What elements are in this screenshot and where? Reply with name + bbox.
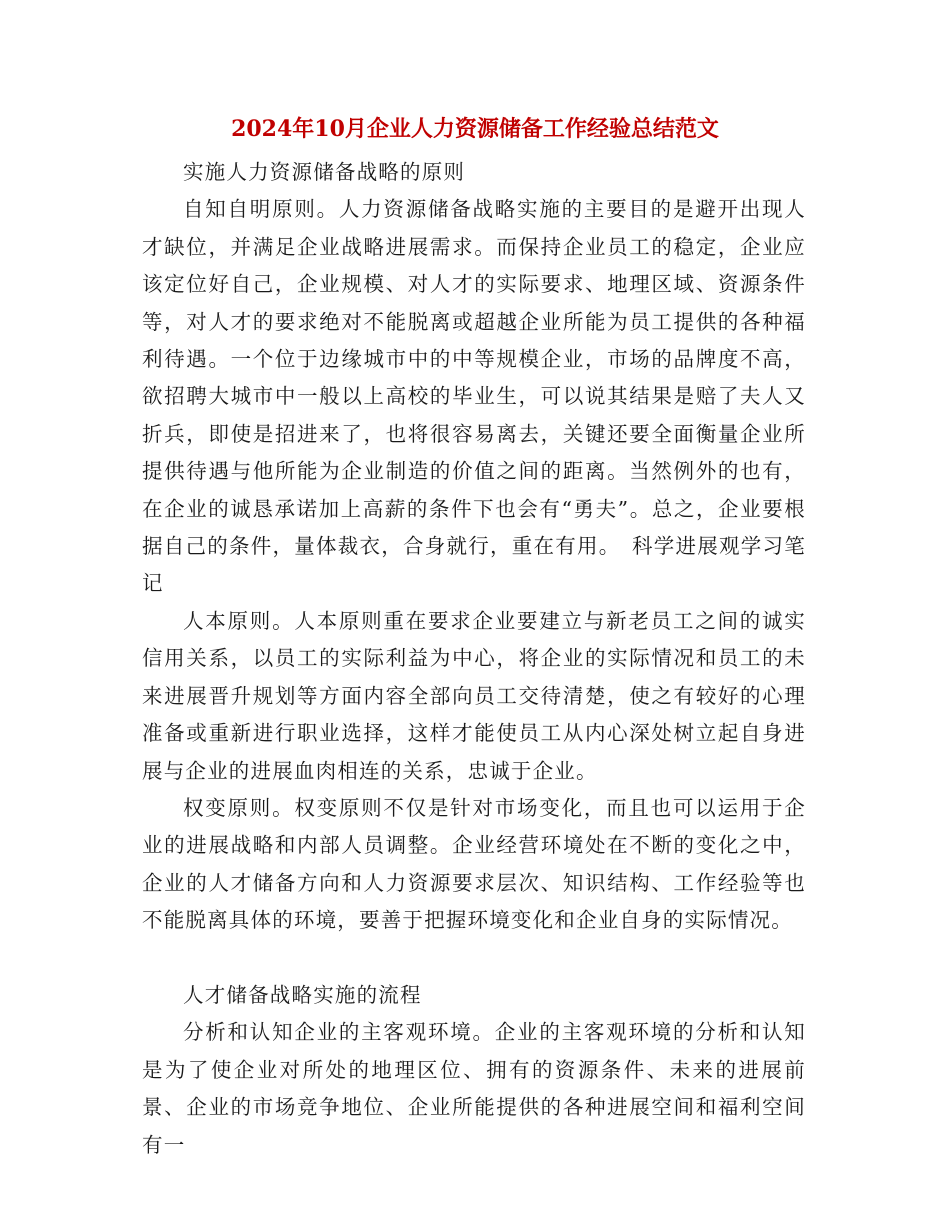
section-heading-process: 人才储备战略实施的流程 bbox=[183, 982, 422, 1007]
document-body bbox=[142, 154, 806, 1164]
paragraph-self-knowledge-principle: 自知自明原则。人力资源储备战略实施的主要目的是避开出现人才缺位，并满足企业战略进展需求。而保持企业员工的稳定，企业应该定位好自己，企业规模、对人才的实际要求、地理区域、资源条件等，对人才的要求绝对不能脱离或超越企业所能为员工提供的各种福利待遇。一个位于边缘城市中的中等规模企业，市场的品牌度不高，欲招聘大城市中一般以上高校的毕业生，可以说其结果是赔了夫人又折兵，即使是招进来了，也将很容易离去，关键还要全面衡量企业所提供待遇与他所能为企业制造的价值之间的距离。当然例外的也有，在企业的诚恳承诺加上高薪的条件下也会有“勇夫”。总之，企业要根据自己的条件，量体裁衣，合身就行，重在有用。 科学进展观学习笔记 bbox=[142, 197, 806, 596]
document-title: 2024年10月企业人力资源储备工作经验总结范文 bbox=[231, 116, 719, 142]
paragraph-contingency-principle: 权变原则。权变原则不仅是针对市场变化，而且也可以运用于企业的进展战略和内部人员调整。企业经营环境处在不断的变化之中，企业的人才储备方向和人力资源要求层次、知识结构、工作经验等也不能脱离具体的环境，要善于把握环境变化和企业自身的实际情况。 bbox=[142, 795, 806, 933]
paragraph-environment-analysis: 分析和认知企业的主客观环境。企业的主客观环境的分析和认知是为了使企业对所处的地理区位、拥有的资源条件、未来的进展前景、企业的市场竞争地位、企业所能提供的各种进展空间和福利空间有一 bbox=[142, 1020, 806, 1157]
section-heading-principles: 实施人力资源储备战略的原则 bbox=[183, 160, 466, 184]
paragraph-people-oriented-principle: 人本原则。人本原则重在要求企业要建立与新老员工之间的诚实信用关系，以员工的实际利益为中心，将企业的实际情况和员工的未来进展晋升规划等方面内容全部向员工交待清楚，使之有较好的心理准备或重新进行职业选择，这样才能使员工从内心深处树立起自身进展与企业的进展血肉相连的关系，忠诚于企业。 bbox=[142, 608, 806, 783]
section-spacer bbox=[142, 940, 806, 977]
